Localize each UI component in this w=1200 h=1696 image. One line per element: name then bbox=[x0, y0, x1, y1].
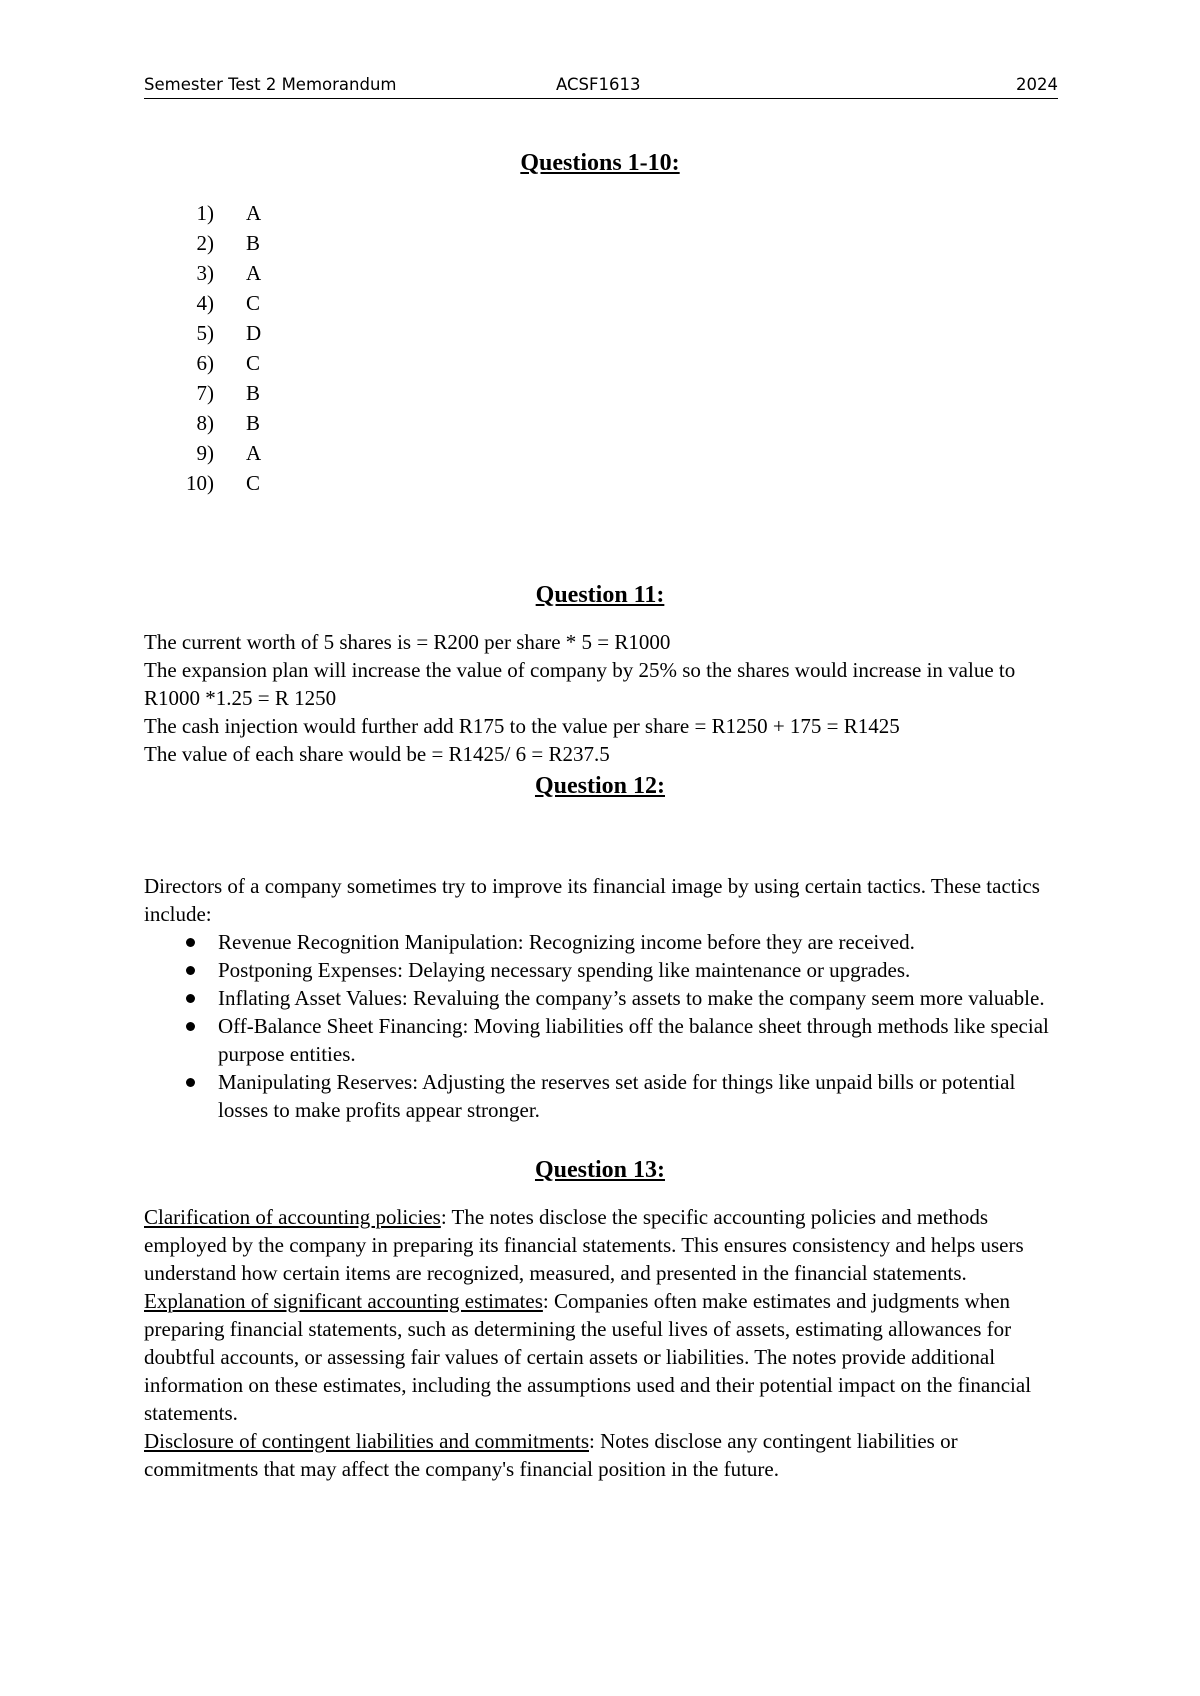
page-header bbox=[144, 74, 1058, 99]
answer-number: 10) bbox=[186, 471, 214, 495]
bullet-dot-icon bbox=[186, 1022, 195, 1031]
q13-text: : Companies often make estimates and judgments when preparing financial statements, such as determining the useful lives of assets, estimating allowances for doubtful accounts, or assessing fair values of certain assets or liabilities. The notes provide additional information on these estimates, including the assumptions used and their potential impact on the financial statements. bbox=[144, 1289, 1032, 1425]
bullet-dot-icon bbox=[186, 1078, 195, 1087]
q11-line: The expansion plan will increase the value of company by 25% so the shares would increase in value to R1000 *1.25 = R 1250 bbox=[144, 658, 1016, 710]
answer-letter: A bbox=[246, 441, 262, 465]
q11-line: The value of each share would be = R1425/ 6 = R237.5 bbox=[144, 742, 610, 766]
q12-bullet-text: Postponing Expenses: Delaying necessary spending like maintenance or upgrades. bbox=[218, 958, 911, 982]
answer-letter: A bbox=[246, 261, 262, 285]
answer-letter: B bbox=[246, 411, 261, 435]
answer-item bbox=[170, 438, 370, 468]
answer-number: 6) bbox=[196, 351, 214, 375]
answer-item bbox=[170, 288, 370, 318]
q12-bullet-item bbox=[144, 984, 1060, 1012]
q11-line: The cash injection would further add R175 to the value per share = R1250 + 175 = R1425 bbox=[144, 714, 900, 738]
answer-number: 3) bbox=[196, 261, 214, 285]
answer-item bbox=[170, 408, 370, 438]
q12-bullet-item bbox=[144, 1012, 1060, 1068]
answer-letter: C bbox=[246, 351, 261, 375]
answer-letter: B bbox=[246, 231, 261, 255]
q11-line: The current worth of 5 shares is = R200 per share * 5 = R1000 bbox=[144, 630, 671, 654]
answer-number: 8) bbox=[196, 411, 214, 435]
q12-bullet-item bbox=[144, 928, 1060, 956]
answer-letter: B bbox=[246, 381, 261, 405]
answer-number: 7) bbox=[196, 381, 214, 405]
q12-bullet-text: Inflating Asset Values: Revaluing the company’s assets to make the company seem more valuable. bbox=[218, 986, 1045, 1010]
question-11-body bbox=[144, 628, 1060, 768]
answer-letter: C bbox=[246, 291, 261, 315]
question-13-body bbox=[144, 1203, 1060, 1483]
header-course-code: ACSF1613 bbox=[556, 75, 641, 94]
answer-item bbox=[170, 378, 370, 408]
heading-question-13: Question 13: bbox=[534, 1157, 665, 1183]
q12-intro: Directors of a company sometimes try to improve its financial image by using certain tactics. These tactics include: bbox=[144, 874, 1040, 926]
bullet-dot-icon bbox=[186, 938, 195, 947]
answer-item bbox=[170, 228, 370, 258]
header-title: Semester Test 2 Memorandum bbox=[144, 75, 397, 94]
answer-item bbox=[170, 468, 370, 498]
q13-text: : The notes disclose the specific accounting policies and methods employed by the company in preparing its financial statements. This ensures consistency and helps users understand how certain items are recognized, measured, and presented in the financial statements. bbox=[144, 1205, 1024, 1285]
answer-item bbox=[170, 348, 370, 378]
q12-bullet-text: Revenue Recognition Manipulation: Recognizing income before they are received. bbox=[218, 930, 915, 954]
q12-bullet-text: Manipulating Reserves: Adjusting the reserves set aside for things like unpaid bills or potential losses to make profits appear stronger. bbox=[218, 1070, 1016, 1122]
q12-bullet-item bbox=[144, 1068, 1060, 1124]
answer-number: 2) bbox=[196, 231, 214, 255]
answer-number: 9) bbox=[196, 441, 214, 465]
question-12-body bbox=[144, 872, 1060, 1124]
answer-number: 4) bbox=[196, 291, 214, 315]
heading-question-12: Question 12: bbox=[534, 773, 665, 799]
answer-item bbox=[170, 258, 370, 288]
q13-term: Explanation of significant accounting estimates bbox=[144, 1289, 543, 1313]
answer-item bbox=[170, 198, 370, 228]
bullet-dot-icon bbox=[186, 994, 195, 1003]
bullet-dot-icon bbox=[186, 966, 195, 975]
answer-letter: A bbox=[246, 201, 262, 225]
q13-item bbox=[144, 1203, 1060, 1287]
q13-item bbox=[144, 1427, 1060, 1483]
answer-list bbox=[170, 198, 370, 498]
answer-number: 1) bbox=[196, 201, 214, 225]
answer-item bbox=[170, 318, 370, 348]
answer-letter: C bbox=[246, 471, 261, 495]
answer-number: 5) bbox=[196, 321, 214, 345]
heading-questions-1-10: Questions 1-10: bbox=[520, 150, 680, 176]
header-year: 2024 bbox=[1016, 75, 1058, 94]
q13-text: : Notes disclose any contingent liabilities or commitments that may affect the company's financial position in the future. bbox=[144, 1429, 958, 1481]
q13-term: Clarification of accounting policies bbox=[144, 1205, 441, 1229]
q12-bullet-text: Off-Balance Sheet Financing: Moving liabilities off the balance sheet through methods like special purpose entities. bbox=[218, 1014, 1049, 1066]
q12-bullet-item bbox=[144, 956, 1060, 984]
answer-letter: D bbox=[246, 321, 262, 345]
q12-bullet-list bbox=[144, 928, 1060, 1124]
q13-item bbox=[144, 1287, 1060, 1427]
q13-term: Disclosure of contingent liabilities and commitments bbox=[144, 1429, 589, 1453]
heading-question-11: Question 11: bbox=[535, 582, 665, 608]
